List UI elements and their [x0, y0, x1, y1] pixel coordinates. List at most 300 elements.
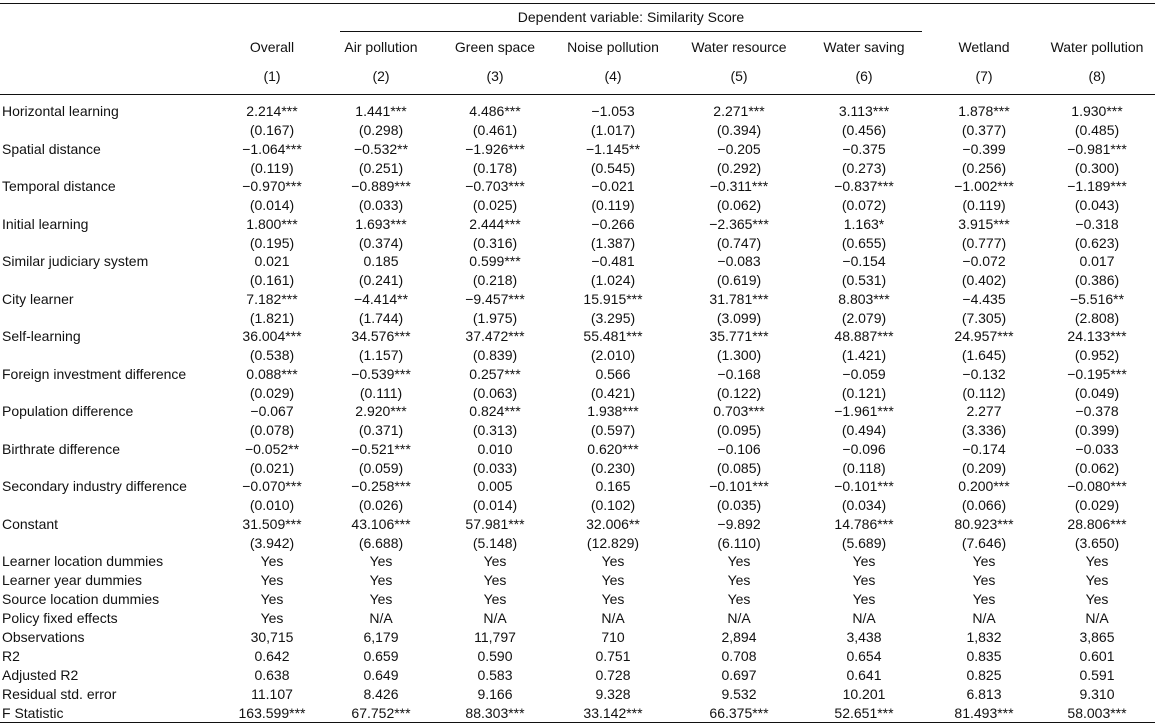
- std-error-cell: (7.646): [961, 534, 1007, 551]
- coefficient-cell: 0.005: [477, 478, 513, 494]
- coefficient-cell: 43.106***: [351, 515, 411, 532]
- stat-label: F Statistic: [2, 705, 64, 721]
- std-error-cell: (0.218): [472, 272, 518, 288]
- std-error-cell: (0.531): [841, 272, 887, 288]
- std-error-cell: (0.033): [472, 459, 518, 476]
- std-error-cell: (0.111): [359, 384, 403, 401]
- std-error-cell: (0.033): [358, 197, 404, 213]
- stat-cell: N/A: [1085, 610, 1109, 626]
- coefficient-cell: 24.957***: [954, 328, 1014, 344]
- row-label: Foreign investment difference: [2, 365, 187, 382]
- stat-cell: 163.599***: [238, 705, 306, 721]
- coefficient-cell: −0.033: [1075, 440, 1119, 457]
- coefficient-cell: −0.266: [591, 215, 635, 232]
- stat-cell: 3,438: [846, 629, 882, 645]
- coefficient-cell: −0.970***: [242, 178, 302, 194]
- std-error-cell: (0.066): [961, 497, 1007, 513]
- stat-cell: Yes: [260, 572, 284, 588]
- std-error-cell: (0.118): [842, 459, 886, 476]
- stat-cell: N/A: [483, 610, 507, 626]
- std-error-cell: (0.062): [716, 197, 762, 213]
- coefficient-cell: 0.620***: [587, 440, 639, 457]
- std-error-cell: (3.099): [716, 309, 762, 326]
- column-header-number: (6): [855, 68, 873, 84]
- std-error-cell: (0.952): [1074, 347, 1120, 363]
- coefficient-cell: −0.059: [842, 365, 886, 382]
- stat-cell: Yes: [727, 591, 751, 607]
- std-error-cell: (0.399): [1074, 422, 1120, 438]
- stat-cell: Yes: [260, 591, 284, 607]
- stat-cell: 10.201: [842, 686, 886, 702]
- column-header-number: (4): [604, 68, 622, 84]
- stat-label: Residual std. error: [2, 686, 117, 702]
- std-error-cell: (1.157): [358, 347, 404, 363]
- std-error-cell: (0.119): [591, 197, 635, 213]
- std-error-cell: (0.251): [358, 159, 404, 176]
- stat-cell: 3,865: [1079, 629, 1115, 645]
- std-error-cell: (0.456): [841, 122, 887, 138]
- row-label: Temporal distance: [2, 178, 116, 194]
- std-error-cell: (0.072): [841, 197, 887, 213]
- column-header-number: (7): [975, 68, 993, 84]
- coefficient-cell: −0.101***: [709, 478, 769, 494]
- column-header-label: Overall: [249, 39, 295, 55]
- coefficient-cell: 31.509***: [242, 515, 302, 532]
- std-error-cell: (1.017): [590, 122, 636, 138]
- coefficient-cell: 1.163*: [843, 215, 885, 232]
- std-error-cell: (0.049): [1074, 384, 1120, 401]
- stat-cell: Yes: [483, 553, 507, 569]
- coefficient-cell: 3.915***: [958, 215, 1010, 232]
- stat-cell: 58.003***: [1067, 705, 1127, 721]
- coefficient-cell: 4.486***: [469, 103, 521, 119]
- stat-cell: 0.835: [966, 648, 1002, 664]
- std-error-cell: (0.014): [472, 497, 518, 513]
- row-label: Horizontal learning: [2, 103, 119, 119]
- stat-cell: 710: [601, 629, 625, 645]
- std-error-cell: (0.167): [249, 122, 295, 138]
- stat-cell: 33.142***: [583, 705, 643, 721]
- coefficient-cell: −0.258***: [351, 478, 411, 494]
- std-error-cell: (1.024): [590, 272, 636, 288]
- coefficient-cell: −1.189***: [1067, 178, 1127, 194]
- std-error-cell: (3.336): [961, 422, 1007, 438]
- column-header-label: Green space: [454, 39, 536, 55]
- stat-cell: N/A: [601, 610, 625, 626]
- coefficient-cell: 0.185: [363, 253, 399, 269]
- stat-label: Adjusted R2: [2, 667, 79, 683]
- row-label: Similar judiciary system: [2, 253, 149, 269]
- coefficient-cell: 80.923***: [954, 515, 1014, 532]
- stat-cell: N/A: [369, 610, 393, 626]
- coefficient-cell: −0.318: [1075, 215, 1119, 232]
- std-error-cell: (0.062): [1074, 459, 1120, 476]
- stat-cell: 0.591: [1079, 667, 1115, 683]
- std-error-cell: (0.241): [358, 272, 404, 288]
- std-error-cell: (0.545): [590, 159, 636, 176]
- coefficient-cell: −0.106: [717, 440, 761, 457]
- std-error-cell: (0.161): [249, 272, 295, 288]
- std-error-cell: (0.195): [249, 234, 295, 251]
- std-error-cell: (0.119): [962, 197, 1006, 213]
- std-error-cell: (1.975): [472, 309, 518, 326]
- coefficient-cell: −9.892: [717, 515, 761, 532]
- stat-cell: Yes: [852, 591, 876, 607]
- stat-cell: Yes: [727, 553, 751, 569]
- coefficient-cell: 0.200***: [958, 478, 1010, 494]
- std-error-cell: (0.371): [358, 422, 404, 438]
- stat-cell: 9.166: [477, 686, 513, 702]
- coefficient-cell: 37.472***: [465, 328, 525, 344]
- superheader: Dependent variable: Similarity Score: [517, 9, 745, 25]
- std-error-cell: (0.035): [716, 497, 762, 513]
- coefficient-cell: −2.365***: [709, 215, 769, 232]
- row-label: Population difference: [2, 403, 134, 419]
- coefficient-cell: −0.101***: [834, 478, 894, 494]
- coefficient-cell: 15.915***: [583, 290, 643, 307]
- coefficient-cell: −0.070***: [242, 478, 302, 494]
- stat-label: Source location dummies: [2, 591, 160, 607]
- coefficient-cell: 0.599***: [469, 253, 521, 269]
- coefficient-cell: 2.214***: [246, 103, 298, 119]
- stat-cell: Yes: [483, 572, 507, 588]
- stat-cell: 0.825: [966, 667, 1002, 683]
- coefficient-cell: 48.887***: [834, 328, 894, 344]
- coefficient-cell: −1.961***: [834, 403, 894, 419]
- coefficient-cell: 2.277: [966, 403, 1002, 419]
- column-header-number: (5): [730, 68, 748, 84]
- coefficient-cell: 0.703***: [713, 403, 765, 419]
- std-error-cell: (0.386): [1074, 272, 1120, 288]
- std-error-cell: (0.394): [716, 122, 762, 138]
- coefficient-cell: 3.113***: [838, 103, 890, 119]
- stat-cell: 0.583: [477, 667, 513, 683]
- coefficient-cell: 1.441***: [355, 103, 407, 119]
- coefficient-cell: 1.800***: [246, 215, 298, 232]
- stat-label: R2: [2, 648, 20, 664]
- stat-cell: 2,894: [721, 629, 757, 645]
- std-error-cell: (1.421): [841, 347, 887, 363]
- column-header-label: Air pollution: [344, 39, 418, 55]
- std-error-cell: (0.619): [716, 272, 762, 288]
- coefficient-cell: 0.010: [477, 440, 513, 457]
- row-label: Constant: [2, 515, 59, 532]
- coefficient-cell: −0.174: [962, 440, 1006, 457]
- stat-cell: 0.641: [846, 667, 882, 683]
- std-error-cell: (0.421): [590, 384, 636, 401]
- stat-cell: Yes: [972, 572, 996, 588]
- std-error-cell: (0.122): [716, 384, 762, 401]
- coefficient-cell: −0.195***: [1067, 365, 1127, 382]
- column-header-number: (1): [263, 68, 281, 84]
- column-header-label: Water pollution: [1050, 39, 1144, 55]
- stat-cell: Yes: [1085, 572, 1109, 588]
- stat-cell: Yes: [260, 553, 284, 569]
- coefficient-cell: −0.072: [962, 253, 1006, 269]
- std-error-cell: (1.645): [961, 347, 1007, 363]
- coefficient-cell: 8.803***: [838, 290, 890, 307]
- coefficient-cell: 0.165: [595, 478, 631, 494]
- stat-cell: 8.426: [363, 686, 399, 702]
- std-error-cell: (0.059): [358, 459, 404, 476]
- stat-cell: 11,797: [474, 629, 516, 645]
- std-error-cell: (7.305): [961, 309, 1007, 326]
- coefficient-cell: −0.399: [962, 140, 1006, 157]
- row-label: Birthrate difference: [2, 440, 121, 457]
- coefficient-cell: −4.414**: [353, 290, 409, 307]
- stat-cell: 0.654: [846, 648, 882, 664]
- std-error-cell: (0.095): [716, 422, 762, 438]
- coefficient-cell: −5.516**: [1069, 290, 1125, 307]
- stat-cell: N/A: [972, 610, 996, 626]
- stat-cell: 0.601: [1079, 648, 1115, 664]
- coefficient-cell: 2.444***: [469, 215, 521, 232]
- row-label: Initial learning: [2, 215, 89, 232]
- stat-label: Learner year dummies: [2, 572, 143, 588]
- std-error-cell: (0.316): [472, 234, 518, 251]
- row-label: Spatial distance: [2, 140, 101, 157]
- std-error-cell: (0.029): [1074, 497, 1120, 513]
- std-error-cell: (0.313): [472, 422, 518, 438]
- std-error-cell: (0.063): [472, 384, 518, 401]
- coefficient-cell: −0.021: [591, 178, 635, 194]
- stat-cell: Yes: [369, 572, 393, 588]
- std-error-cell: (3.942): [249, 534, 295, 551]
- coefficient-cell: 1.930***: [1071, 103, 1123, 119]
- stat-cell: Yes: [369, 553, 393, 569]
- coefficient-cell: 1.878***: [958, 103, 1010, 119]
- std-error-cell: (3.650): [1074, 534, 1120, 551]
- coefficient-cell: 0.088***: [246, 365, 298, 382]
- coefficient-cell: −0.132: [962, 365, 1006, 382]
- coefficient-cell: 2.271***: [713, 103, 765, 119]
- stat-cell: 88.303***: [465, 705, 525, 721]
- coefficient-cell: 14.786***: [834, 515, 894, 532]
- column-header-label: Wetland: [958, 39, 1010, 55]
- column-header-label: Water resource: [691, 39, 787, 55]
- std-error-cell: (6.688): [358, 534, 404, 551]
- std-error-cell: (0.043): [1074, 197, 1120, 213]
- coefficient-cell: −0.168: [717, 365, 761, 382]
- stat-cell: 0.649: [363, 667, 399, 683]
- stat-cell: 67.752***: [351, 705, 411, 721]
- stat-cell: Yes: [852, 572, 876, 588]
- stat-cell: 0.642: [254, 648, 290, 664]
- stat-cell: 0.697: [721, 667, 757, 683]
- stat-cell: Yes: [369, 591, 393, 607]
- stat-cell: Yes: [260, 610, 284, 626]
- std-error-cell: (0.102): [590, 497, 636, 513]
- std-error-cell: (2.808): [1074, 309, 1120, 326]
- std-error-cell: (1.821): [249, 309, 295, 326]
- std-error-cell: (0.298): [358, 122, 404, 138]
- coefficient-cell: 24.133***: [1067, 328, 1127, 344]
- coefficient-cell: −0.521***: [351, 440, 411, 457]
- std-error-cell: (0.777): [961, 234, 1007, 251]
- stat-cell: 66.375***: [709, 705, 769, 721]
- std-error-cell: (0.402): [961, 272, 1007, 288]
- coefficient-cell: 57.981***: [465, 515, 525, 532]
- coefficient-cell: −0.052**: [244, 440, 300, 457]
- stat-cell: Yes: [972, 553, 996, 569]
- stat-cell: Yes: [852, 553, 876, 569]
- std-error-cell: (0.494): [841, 422, 887, 438]
- std-error-cell: (2.010): [590, 347, 636, 363]
- coefficient-cell: −0.703***: [465, 178, 525, 194]
- stat-cell: 9.328: [595, 686, 631, 702]
- std-error-cell: (0.026): [358, 497, 404, 513]
- std-error-cell: (0.121): [841, 384, 887, 401]
- row-label: Secondary industry difference: [2, 478, 187, 494]
- coefficient-cell: 34.576***: [351, 328, 411, 344]
- stat-cell: 52.651***: [834, 705, 894, 721]
- column-header-number: (3): [486, 68, 504, 84]
- coefficient-cell: −0.311***: [709, 178, 769, 194]
- std-error-cell: (0.374): [358, 234, 404, 251]
- coefficient-cell: 28.806***: [1067, 515, 1127, 532]
- coefficient-cell: −0.378: [1075, 403, 1119, 419]
- coefficient-cell: 31.781***: [709, 290, 769, 307]
- top-rule: [0, 3, 1155, 4]
- stat-cell: 0.751: [595, 648, 631, 664]
- coefficient-cell: −1.002***: [954, 178, 1014, 194]
- stat-cell: Yes: [1085, 591, 1109, 607]
- coefficient-cell: −0.481: [591, 253, 635, 269]
- superheader-rule: [340, 31, 922, 32]
- stat-label: Observations: [2, 629, 85, 645]
- coefficient-cell: 0.824***: [469, 403, 521, 419]
- std-error-cell: (0.029): [249, 384, 295, 401]
- std-error-cell: (0.119): [250, 159, 294, 176]
- std-error-cell: (0.597): [590, 422, 636, 438]
- stat-cell: 0.708: [721, 648, 757, 664]
- std-error-cell: (0.839): [472, 347, 518, 363]
- std-error-cell: (0.273): [841, 159, 887, 176]
- coefficient-cell: −4.435: [962, 290, 1006, 307]
- stat-cell: 30,715: [250, 629, 294, 645]
- coefficient-cell: −0.067: [250, 403, 294, 419]
- coefficient-cell: −0.154: [842, 253, 886, 269]
- stat-cell: 6,179: [363, 629, 399, 645]
- std-error-cell: (0.021): [249, 459, 295, 476]
- std-error-cell: (0.623): [1074, 234, 1120, 251]
- coefficient-cell: 0.257***: [469, 365, 521, 382]
- stat-cell: 9.532: [721, 686, 757, 702]
- coefficient-cell: 0.017: [1079, 253, 1115, 269]
- stat-cell: 0.728: [595, 667, 631, 683]
- stat-cell: 11.107: [251, 686, 293, 702]
- coefficient-cell: 32.006**: [586, 515, 640, 532]
- coefficient-cell: 7.182***: [246, 290, 298, 307]
- stat-cell: 0.638: [254, 667, 290, 683]
- coefficient-cell: 0.021: [254, 253, 290, 269]
- std-error-cell: (0.010): [249, 497, 295, 513]
- stat-label: Policy fixed effects: [2, 610, 118, 626]
- stat-cell: Yes: [727, 572, 751, 588]
- coefficient-cell: −0.889***: [351, 178, 411, 194]
- coefficient-cell: −1.053: [591, 103, 635, 119]
- std-error-cell: (0.178): [472, 159, 518, 176]
- coefficient-cell: −0.837***: [834, 178, 894, 194]
- std-error-cell: (0.085): [716, 459, 762, 476]
- coefficient-cell: −0.083: [717, 253, 761, 269]
- std-error-cell: (0.292): [716, 159, 762, 176]
- coefficient-cell: −1.145**: [585, 140, 641, 157]
- coefficient-cell: 0.566: [595, 365, 631, 382]
- std-error-cell: (0.256): [961, 159, 1007, 176]
- stat-cell: N/A: [852, 610, 876, 626]
- stat-label: Learner location dummies: [2, 553, 164, 569]
- stat-cell: Yes: [601, 553, 625, 569]
- stat-cell: N/A: [727, 610, 751, 626]
- row-label: Self-learning: [2, 328, 81, 344]
- std-error-cell: (2.079): [841, 309, 887, 326]
- bottom-rule: [0, 722, 1155, 723]
- column-header-number: (2): [372, 68, 390, 84]
- coefficient-cell: −1.064***: [242, 140, 302, 157]
- coefficient-cell: −0.981***: [1067, 140, 1127, 157]
- coefficient-cell: 1.938***: [587, 403, 639, 419]
- stat-cell: Yes: [1085, 553, 1109, 569]
- coefficient-cell: 55.481***: [583, 328, 643, 344]
- std-error-cell: (0.485): [1074, 122, 1120, 138]
- std-error-cell: (0.034): [841, 497, 887, 513]
- std-error-cell: (0.025): [472, 197, 518, 213]
- coefficient-cell: 36.004***: [242, 328, 302, 344]
- stat-cell: Yes: [601, 572, 625, 588]
- std-error-cell: (3.295): [590, 309, 636, 326]
- std-error-cell: (6.110): [717, 534, 761, 551]
- std-error-cell: (1.300): [716, 347, 762, 363]
- stat-cell: Yes: [601, 591, 625, 607]
- stat-cell: Yes: [483, 591, 507, 607]
- std-error-cell: (0.112): [962, 384, 1006, 401]
- coefficient-cell: 1.693***: [355, 215, 407, 232]
- std-error-cell: (12.829): [586, 534, 640, 551]
- std-error-cell: (5.148): [472, 534, 518, 551]
- std-error-cell: (0.300): [1074, 159, 1120, 176]
- std-error-cell: (0.377): [961, 122, 1007, 138]
- header-rule: [0, 94, 1155, 95]
- stat-cell: 0.659: [363, 648, 399, 664]
- stat-cell: 0.590: [477, 648, 513, 664]
- column-header-label: Water saving: [823, 39, 905, 55]
- coefficient-cell: −1.926***: [465, 140, 525, 157]
- coefficient-cell: −0.539***: [351, 365, 411, 382]
- std-error-cell: (0.209): [961, 459, 1007, 476]
- column-header-label: Noise pollution: [567, 39, 659, 55]
- std-error-cell: (5.689): [841, 534, 887, 551]
- coefficient-cell: −0.375: [842, 140, 886, 157]
- coefficient-cell: −0.080***: [1067, 478, 1127, 494]
- std-error-cell: (0.230): [590, 459, 636, 476]
- coefficient-cell: −0.532**: [353, 140, 409, 157]
- column-header-number: (8): [1088, 68, 1106, 84]
- std-error-cell: (0.538): [249, 347, 295, 363]
- stat-cell: 81.493***: [954, 705, 1014, 721]
- stat-cell: 6.813: [966, 686, 1002, 702]
- coefficient-cell: −0.205: [717, 140, 761, 157]
- stat-cell: 9.310: [1079, 686, 1115, 702]
- std-error-cell: (0.014): [249, 197, 295, 213]
- coefficient-cell: −0.096: [842, 440, 886, 457]
- std-error-cell: (1.744): [358, 309, 404, 326]
- coefficient-cell: 35.771***: [709, 328, 769, 344]
- std-error-cell: (0.747): [716, 234, 762, 251]
- coefficient-cell: 2.920***: [355, 403, 407, 419]
- std-error-cell: (0.078): [249, 422, 295, 438]
- stat-cell: 1,832: [966, 629, 1002, 645]
